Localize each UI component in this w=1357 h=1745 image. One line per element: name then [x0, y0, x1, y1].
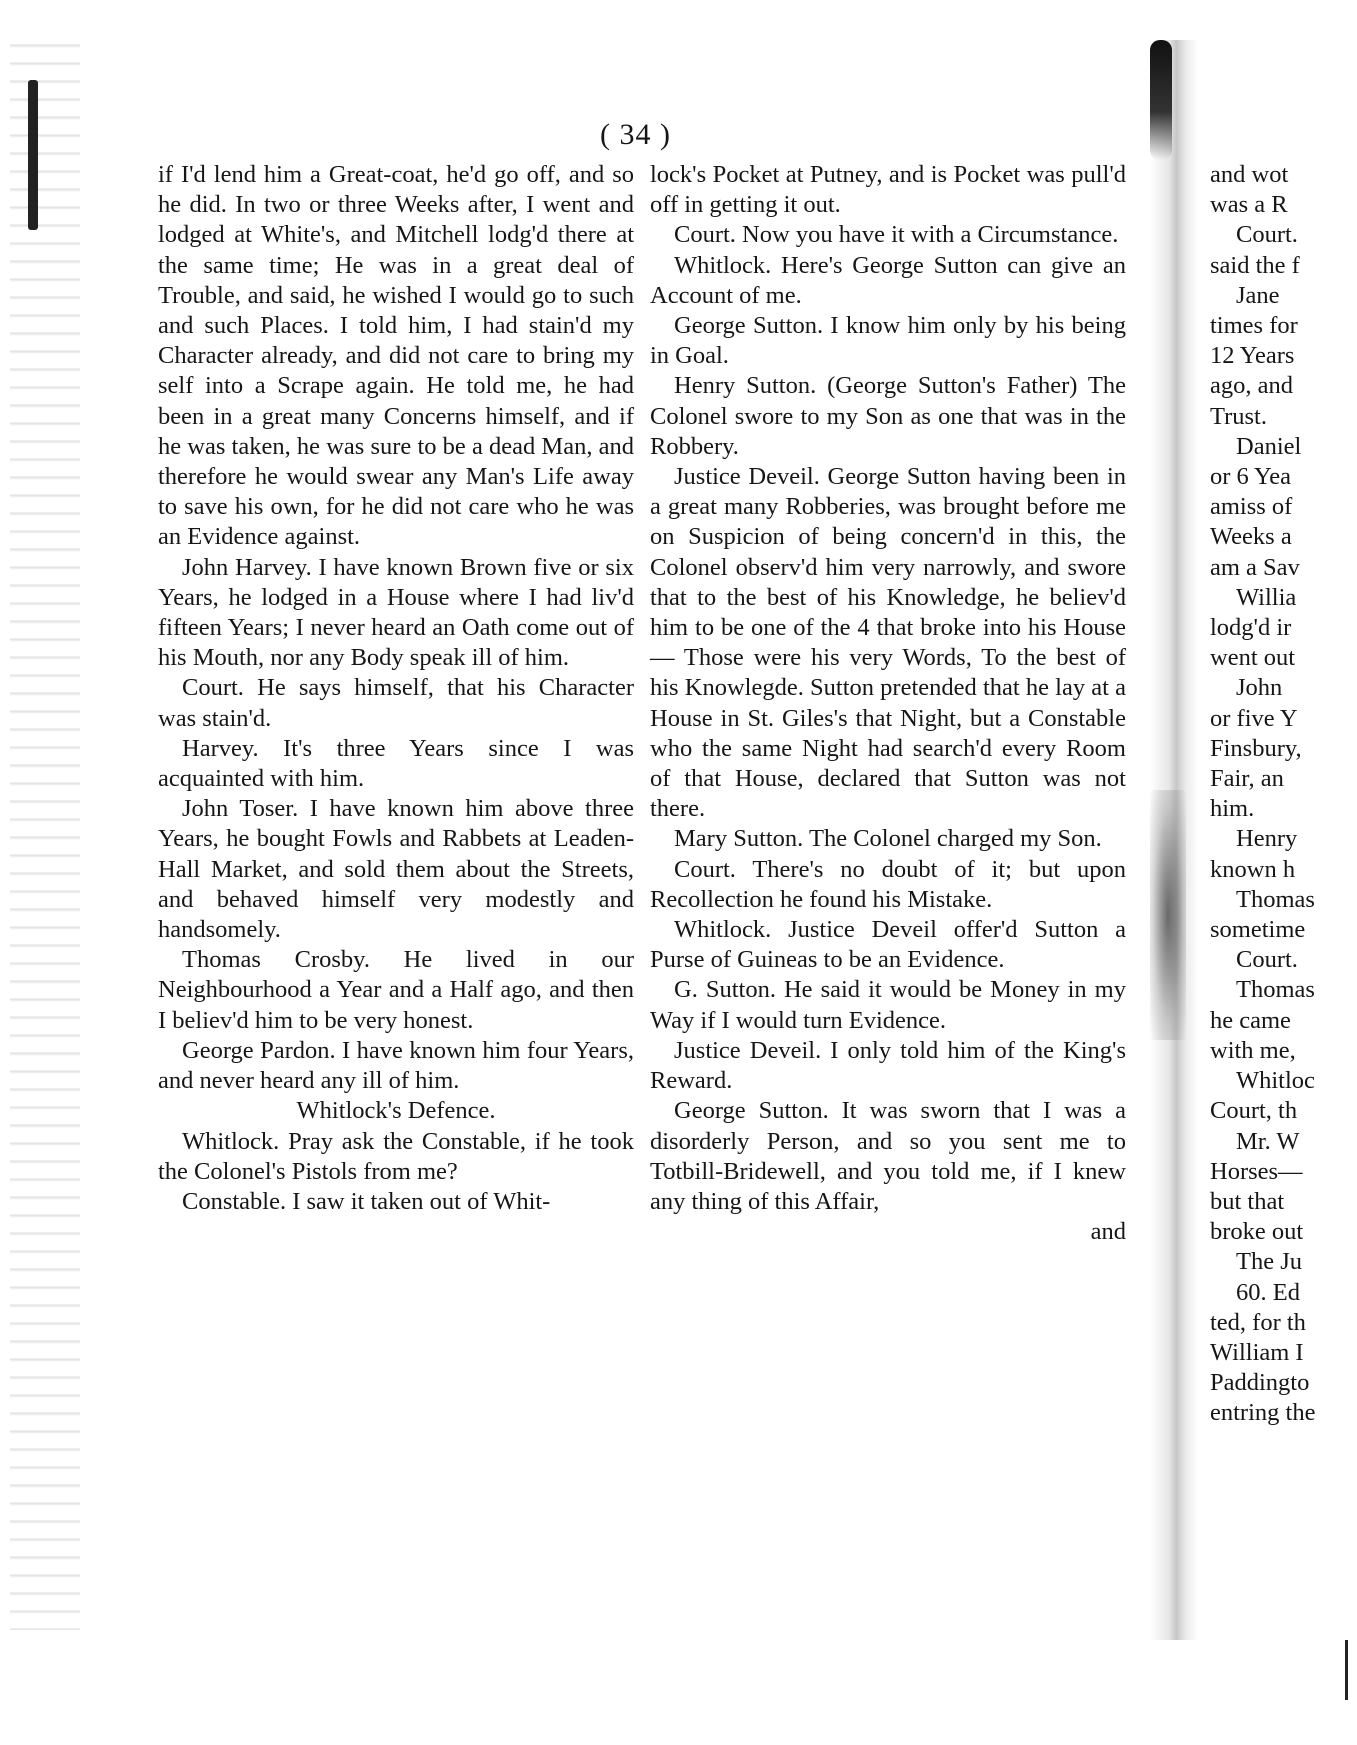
- paragraph: Henry: [1236, 825, 1298, 853]
- paragraph: went out: [1210, 644, 1296, 672]
- paragraph: Court.: [1236, 221, 1298, 249]
- paragraph: Finsbury,: [1210, 734, 1302, 762]
- paragraph: Paddingto: [1210, 1369, 1310, 1397]
- paragraph: George Sutton. I know him only by his being in Goal.: [650, 312, 1126, 370]
- paragraph: 60. Ed: [1236, 1278, 1300, 1306]
- paragraph: John: [1236, 674, 1283, 702]
- paragraph: Mr. W: [1236, 1127, 1300, 1155]
- paragraph: Harvey. It's three Years since I was acquainted with him.: [158, 734, 634, 793]
- fold-ink-smudge: [1150, 790, 1186, 1040]
- paragraph: Whitloc: [1236, 1067, 1315, 1095]
- paragraph: Court. There's no doubt of it; but upon Recollection he found his Mistake.: [650, 855, 1126, 913]
- paragraph: Justice Deveil. I only told him of the King's Reward.: [650, 1036, 1126, 1095]
- paragraph: amiss of: [1210, 493, 1293, 521]
- paragraph: G. Sutton. He said it would be Money in my Way if I would turn Evidence.: [650, 976, 1126, 1034]
- paragraph: entring the: [1210, 1399, 1316, 1427]
- paragraph: and wot: [1210, 161, 1289, 188]
- page-edge-shadow: [10, 30, 80, 1630]
- paragraph: ted, for th: [1210, 1308, 1306, 1336]
- paragraph: him.: [1210, 795, 1255, 823]
- paragraph: Thomas: [1236, 885, 1315, 913]
- paragraph: Whitlock's Defence.: [296, 1097, 496, 1125]
- text-column-right-cropped: [1210, 160, 1355, 1429]
- paragraph: was a R: [1210, 191, 1288, 219]
- paragraph: John Harvey. I have known Brown five or six Years, he lodged in a House where I had liv'd fifteen Years; I never heard an Oath come out of his Mouth, nor any Body speak ill of him.: [158, 553, 634, 672]
- paragraph: Court, th: [1210, 1097, 1298, 1125]
- paragraph: William I: [1210, 1338, 1304, 1366]
- text-column-left: [158, 160, 634, 1217]
- paragraph: Daniel: [1236, 432, 1302, 460]
- paragraph: and: [1090, 1218, 1126, 1246]
- paragraph: George Pardon. I have known him four Years, and never heard any ill of him.: [158, 1036, 634, 1095]
- paragraph: if I'd lend him a Great-coat, he'd go off, and so he did. In two or three Weeks after, I went and lodged at White's, and Mitchell lodg'd there at the same time; He was in a great deal of Trouble, and said, he wished I would go to such and such Places. I told him, I had stain'd my Character already, and did not care to bring my self into a Scrape again. He told me, he had been in a great many Concerns himself, and if he was taken, he was sure to be a dead Man, and therefore he would swear any Man's Life away to save his own, for he did not care who he was an Evidence against.: [158, 161, 634, 551]
- edge-mark: [1345, 1640, 1348, 1700]
- paragraph: known h: [1210, 855, 1296, 883]
- paragraph: but that: [1210, 1187, 1285, 1215]
- paragraph: Whitlock. Justice Deveil offer'd Sutton a Purse of Guineas to be an Evidence.: [650, 916, 1126, 974]
- binding-mark: [28, 80, 38, 230]
- paragraph: Whitlock. Pray ask the Constable, if he took the Colonel's Pistols from me?: [158, 1127, 634, 1185]
- paragraph: or 6 Yea: [1210, 463, 1291, 491]
- paragraph: Thomas: [1236, 976, 1315, 1004]
- paragraph: ago, and: [1210, 372, 1293, 400]
- paragraph: Constable. I saw it taken out of Whit-: [182, 1187, 551, 1215]
- paragraph: Weeks a: [1210, 523, 1292, 551]
- paragraph: Court. Now you have it with a Circumstance.: [674, 221, 1119, 249]
- paragraph: said the f: [1210, 251, 1300, 279]
- paragraph: with me,: [1210, 1036, 1296, 1064]
- paragraph: or five Y: [1210, 704, 1298, 732]
- paragraph: John Toser. I have known him above three Years, he bought Fowls and Rabbets at Leaden-Hall Market, and sold them about the Streets, and behaved himself very modestly and handsomely.: [158, 795, 634, 944]
- paragraph: Fair, an: [1210, 765, 1284, 793]
- paragraph: Jane: [1236, 281, 1280, 309]
- paragraph: sometime: [1210, 916, 1306, 944]
- paragraph: George Sutton. It was sworn that I was a disorderly Person, and so you sent me to Totbill-Bridewell, and you told me, if I knew any thing of this Affair,: [650, 1097, 1126, 1215]
- paragraph: am a Sav: [1210, 553, 1300, 581]
- fold-ink-blot: [1150, 40, 1172, 160]
- paragraph: lock's Pocket at Putney, and is Pocket was pull'd off in getting it out.: [650, 161, 1126, 219]
- paragraph: Whitlock. Here's George Sutton can give an Account of me.: [650, 251, 1126, 309]
- paragraph: 12 Years: [1210, 342, 1295, 370]
- paragraph: Thomas Crosby. He lived in our Neighbourhood a Year and a Half ago, and then I believ'd him to be very honest.: [158, 946, 634, 1034]
- paragraph: The Ju: [1236, 1248, 1302, 1276]
- page-number: ( 34 ): [600, 118, 671, 151]
- paragraph: Mary Sutton. The Colonel charged my Son.: [674, 825, 1102, 853]
- paragraph: Justice Deveil. George Sutton having been in a great many Robberies, was brought before me on Suspicion of being concern'd in this, the Colonel observ'd him very narrowly, and swore that to the best of his Knowledge, he believ'd him to be one of the 4 that broke into his House— Those were his very Words, To the best of his Knowlegde. Sutton pretended that he lay at a House in St. Giles's that Night, but a Constable who the same Night had search'd every Room of that House, declared that Sutton was not there.: [650, 463, 1126, 823]
- paragraph: Horses—: [1210, 1157, 1303, 1185]
- paragraph: times for: [1210, 312, 1298, 340]
- paragraph: lodg'd ir: [1210, 614, 1292, 642]
- paragraph: Trust.: [1210, 402, 1267, 430]
- paragraph: Court.: [1236, 946, 1298, 974]
- paragraph: Court. He says himself, that his Character was stain'd.: [158, 674, 634, 732]
- paragraph: broke out: [1210, 1218, 1304, 1246]
- paragraph: Willia: [1236, 583, 1297, 611]
- text-column-middle: [650, 160, 1126, 1247]
- paragraph: Henry Sutton. (George Sutton's Father) The Colonel swore to my Son as one that was in the Robbery.: [650, 372, 1126, 460]
- paragraph: he came: [1210, 1006, 1291, 1034]
